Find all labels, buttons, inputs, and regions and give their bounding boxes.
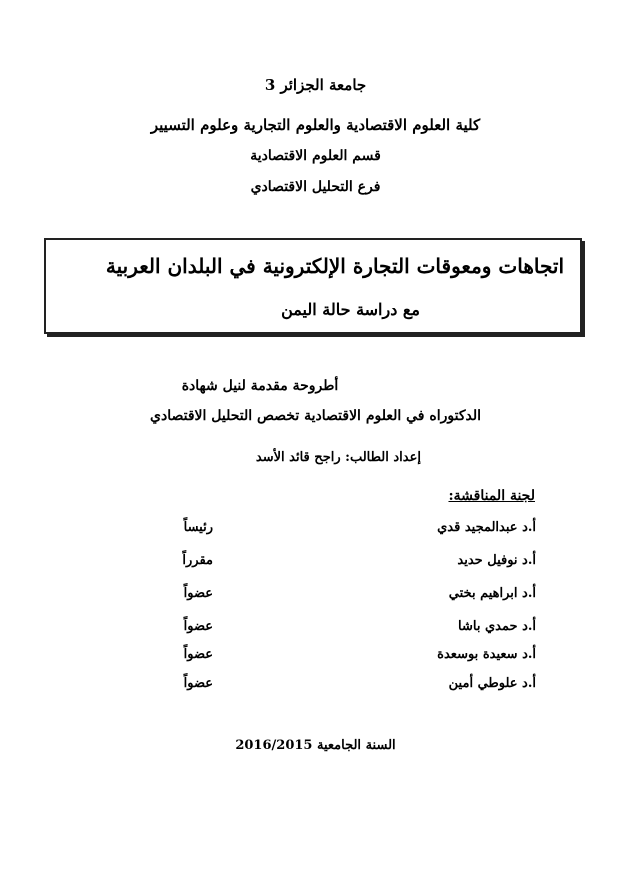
committee-member-role: عضواً: [183, 647, 213, 662]
thesis-degree-line: أطروحة مقدمة لنيل شهادة: [181, 378, 339, 394]
committee-member-name: أ.د سعيدة بوسعدة: [437, 647, 536, 662]
title-box: [44, 238, 582, 334]
university-name: جامعة الجزائر 3: [264, 76, 367, 94]
academic-year: السنة الجامعية 2016/2015: [235, 738, 396, 753]
prepared-by: إعداد الطالب: راجح قائد الأسد: [255, 450, 421, 465]
committee-member-role: مقرراً: [182, 553, 213, 568]
thesis-title: اتجاهات ومعوقات التجارة الإلكترونية في البلدان العربية: [105, 254, 564, 278]
committee-heading: لجنة المناقشة:: [448, 488, 535, 504]
committee-member-name: أ.د نوفيل حديد: [457, 553, 536, 568]
committee-member-name: أ.د علوطي أمين: [448, 676, 536, 691]
branch-name: فرع التحليل الاقتصادي: [250, 179, 381, 195]
committee-member-name: أ.د عبدالمجيد قدي: [437, 520, 536, 535]
committee-member-role: عضواً: [183, 676, 213, 691]
committee-member-role: عضواً: [183, 586, 213, 601]
committee-member-name: أ.د ابراهيم بختي: [448, 586, 536, 601]
faculty-name: كلية العلوم الاقتصادية والعلوم التجارية وعلوم التسيير: [150, 116, 481, 134]
thesis-subtitle: مع دراسة حالة اليمن: [281, 300, 420, 319]
committee-member-name: أ.د حمدي باشا: [458, 619, 536, 634]
committee-member-role: رئيساً: [183, 520, 213, 535]
department-name: قسم العلوم الاقتصادية: [250, 148, 381, 164]
thesis-specialty-line: الدكتوراه في العلوم الاقتصادية تخصص التحليل الاقتصادي: [150, 408, 481, 424]
committee-member-role: عضواً: [183, 619, 213, 634]
